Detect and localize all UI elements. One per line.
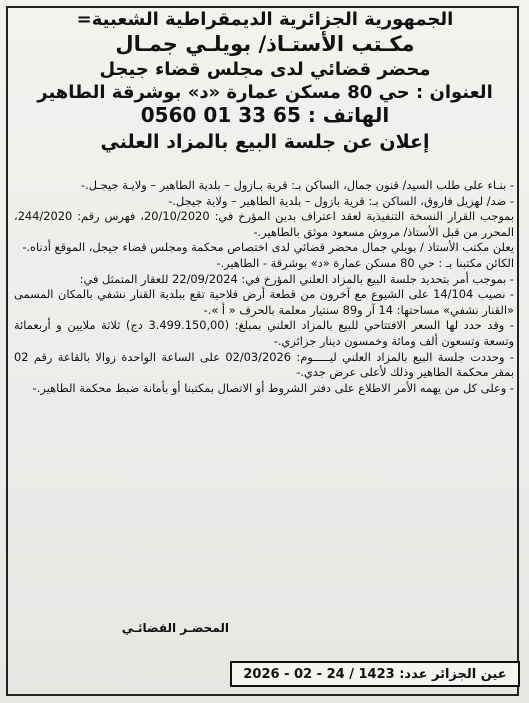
header-bailiff: محضر قضائي لدى مجلس قضاء جيجل: [99, 59, 431, 80]
paragraph-order: - بموجب أمر بتحديد جلسة البيع بالمزاد العلني المؤرخ في: 22/09/2024 للعقار المتمثل في:: [79, 271, 514, 286]
notice-header: [10, 8, 520, 155]
paragraph-contact: - وعلى كل من يهمه الأمر الاطلاع على دفتر الشروط أو الاتصال بمكتبنا أو بأمانة ضبط محكمة الطاهير.-: [32, 380, 514, 395]
paragraph-requester: - بنـاء على طلب السيد/ قنون جمال، الساكن بـ: قرية بـازول – بلدية الطاهير – ولايـة جيجـل.-: [81, 178, 514, 192]
header-phone: الهاتف : 65 33 01 0560: [140, 103, 390, 127]
header-address: العنوان : حي 80 مسكن عمارة «د» بوشرقة الطاهير: [37, 82, 493, 103]
paragraph-property: - نصيب 14/104 على الشيوع مع آخرون من قطعة أرض فلاحية تقع ببلدية القنار نشفي بالمكان المسمى «القنار نشفي» مساحتها: 14 آر و89 سنتيار معلمة بالحرف « أ ».-: [14, 287, 515, 317]
header-office: مكـتب الأستـاذ/ بويلـي جمـال: [115, 32, 415, 56]
notice-title: إعلان عن جلسة البيع بالمزاد العلني: [100, 131, 430, 153]
paragraph-decision: بموجب القرار النسخة التنفيذية لعقد اعتراف بدين المؤرخ في: 20/10/2020، فهرس رقم: 244/2020، المحرر من قبل الأستاذ/ مروش مسعود موثق بالطاهير.-: [14, 209, 515, 239]
paragraph-office-address: الكائن مكتبنا بـ : حي 80 مسكن عمارة «د» بوشرقة - الطاهير.-: [216, 255, 514, 270]
paragraph-price: - وقد حدد لها السعر الافتتاحي للبيع بالمزاد العلني بمبلغ: (3.499.150,00 دج) ثلاثة ملايين و أربعمائة وتسعة وتسعون ألف ومائة وخمسون دينار جزائري.-: [14, 318, 514, 348]
paragraph-session: - وحددت جلسة البيع بالمزاد العلني ليـــــوم: 02/03/2026 على الساعة الواحدة زوالا بالقاعة رقم 02 بمقر محكمة الطاهير وذلك لأعلى عرض جدي.-: [14, 349, 514, 380]
signature: المحضـر القضائـي: [121, 621, 229, 635]
paragraph-announcement: يعلن مكتب الأستاذ / بويلي جمال محضر قضائي لدى اختصاص محكمة ومجلس قضاء جيجل، الموقع أدناه.-: [22, 240, 514, 255]
issue-footer: عين الجزائر عدد: 1423 / 24 - 02 - 2026: [230, 661, 520, 687]
notice-body: [14, 178, 514, 396]
header-republic: الجمهورية الجزائرية الديمقراطية الشعبية=: [76, 9, 454, 30]
paragraph-against: - ضد/ لهزيل فاروق، الساكن بـ: قرية بازول – بلدية الطاهير – ولاية جيجل.-: [168, 193, 514, 208]
